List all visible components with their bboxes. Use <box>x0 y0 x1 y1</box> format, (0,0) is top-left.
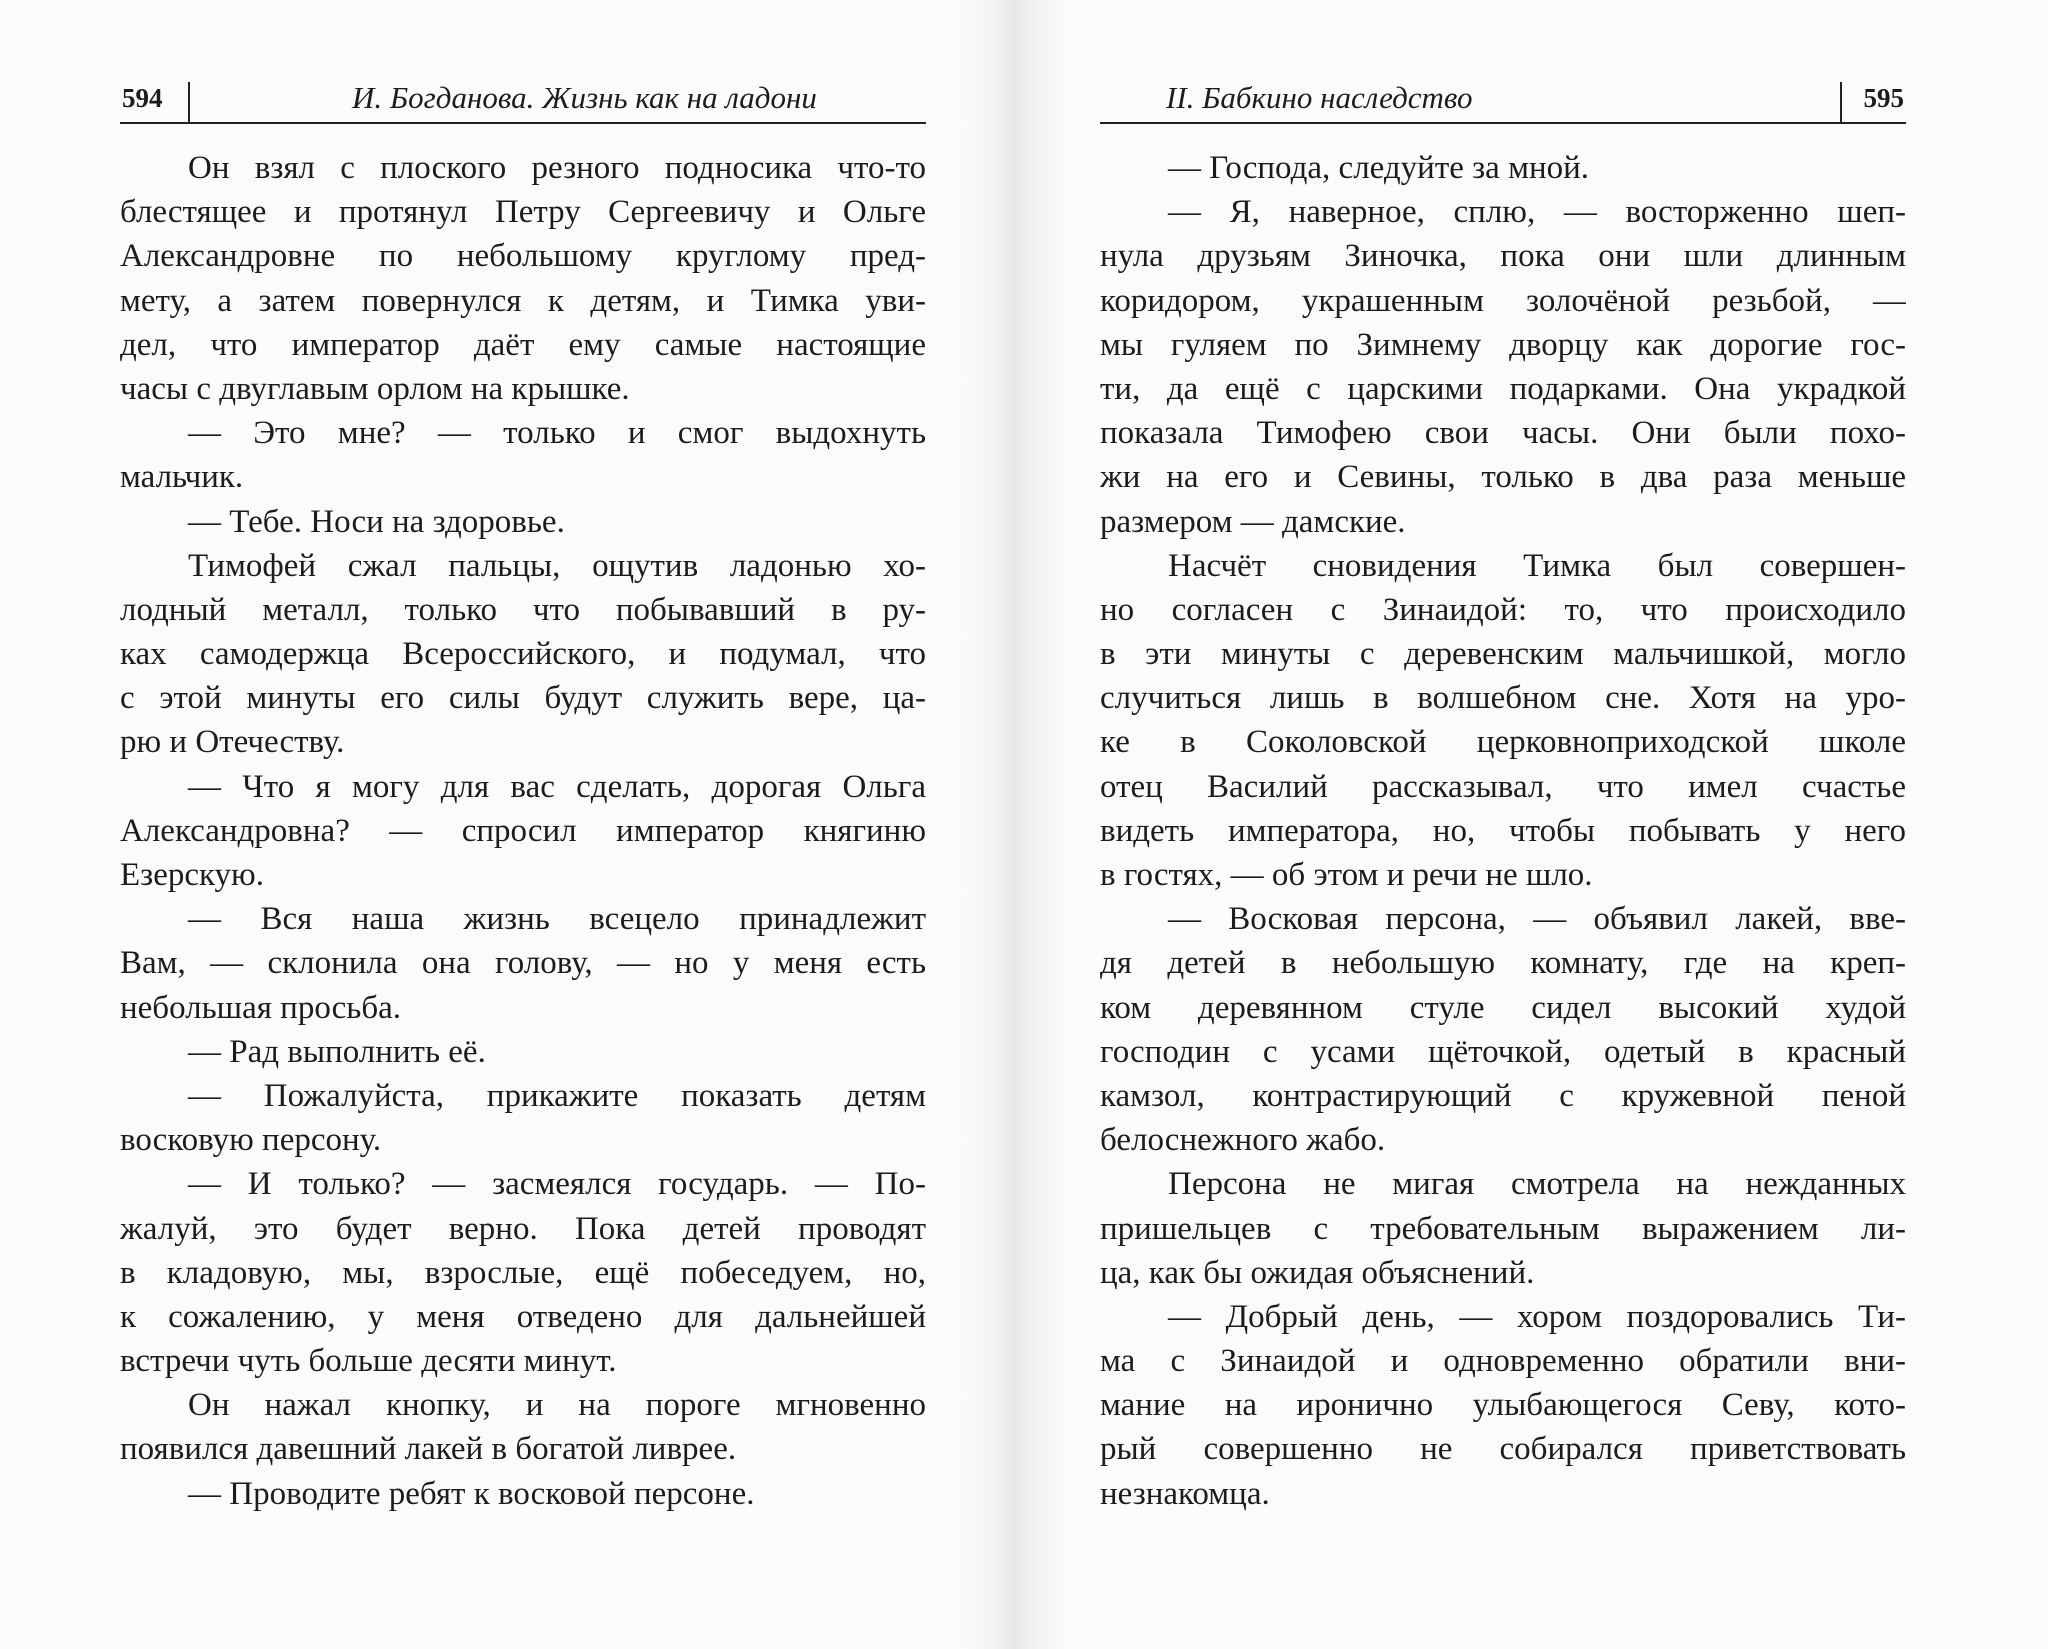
text-line: Насчёт сновидения Тимка был совершен- <box>1168 547 1906 584</box>
right-page-header <box>1100 78 1906 124</box>
right-page-text <box>1100 146 1906 1516</box>
left-page <box>120 0 926 1649</box>
text-line: — Рад выполнить её. <box>188 1033 486 1070</box>
text-line: камзол, контрастирующий с кружевной пеной <box>1100 1077 1906 1114</box>
text-line: ках самодержца Всероссийского, и подумал, что <box>120 636 926 673</box>
text-line: — Восковая персона, — объявил лакей, вве- <box>1168 901 1906 938</box>
page-number: 594 <box>122 83 163 113</box>
header-separator <box>1840 82 1842 122</box>
text-line: господин с усами щёточкой, одетый в красный <box>1100 1033 1906 1070</box>
text-line: мету, а затем повернулся к детям, и Тимка уви- <box>120 282 926 319</box>
text-line: белоснежного жабо. <box>1100 1122 1386 1159</box>
text-line: небольшая просьба. <box>120 989 402 1026</box>
text-line: — И только? — засмеялся государь. — По- <box>188 1166 926 1203</box>
text-line: Александровна? — спросил император княгиню <box>120 812 926 849</box>
text-line: нула друзьям Зиночка, пока они шли длинным <box>1100 238 1906 275</box>
text-line: появился давешний лакей в богатой ливрее. <box>120 1431 737 1468</box>
running-head: И. Богданова. Жизнь как на ладони <box>352 80 817 115</box>
text-line: Он взял с плоского резного подносика что-то <box>188 150 926 186</box>
text-line: рый совершенно не собирался приветствовать <box>1100 1431 1906 1468</box>
text-line: встречи чуть больше десяти минут. <box>120 1343 617 1380</box>
text-line: коридором, украшенным золочёной резьбой, — <box>1100 282 1906 319</box>
text-line: — Вся наша жизнь всецело принадлежит <box>188 901 926 938</box>
text-line: в кладовую, мы, взрослые, ещё побеседуем, но, <box>120 1254 926 1291</box>
text-line: незнакомца. <box>1100 1475 1270 1512</box>
text-line: к сожалению, у меня отведено для дальнейшей <box>120 1298 926 1335</box>
text-line: — Господа, следуйте за мной. <box>1168 150 1590 186</box>
running-head: II. Бабкино наследство <box>1166 80 1473 115</box>
page-number: 595 <box>1863 83 1904 113</box>
text-line: Вам, — склонила она голову, — но у меня есть <box>120 945 926 982</box>
left-page-header <box>120 78 926 124</box>
text-line: часы с двуглавым орлом на крышке. <box>120 370 630 407</box>
left-page-text <box>120 146 926 1516</box>
text-line: Тимофей сжал пальцы, ощутив ладонью хо- <box>188 547 926 584</box>
text-line: Александровне по небольшому круглому пред- <box>120 238 926 275</box>
text-line: в гостях, — об этом и речи не шло. <box>1100 857 1593 893</box>
text-line: мы гуляем по Зимнему дворцу как дорогие гос- <box>1100 326 1906 363</box>
text-line: — Что я могу для вас сделать, дорогая Ольга <box>188 768 926 805</box>
header-separator <box>188 82 190 122</box>
text-line: — Тебе. Носи на здоровье. <box>188 503 565 540</box>
text-line: ке в Соколовской церковноприходской школе <box>1100 724 1906 761</box>
text-line: в эти минуты с деревенским мальчишкой, могло <box>1100 636 1906 673</box>
text-line: ма с Зинаидой и одновременно обратили вни- <box>1100 1343 1906 1380</box>
text-line: пришельцев с требовательным выражением ли- <box>1100 1210 1906 1247</box>
text-line: блестящее и протянул Петру Сергеевичу и Ольге <box>120 194 926 231</box>
text-line: случиться лишь в волшебном сне. Хотя на уро- <box>1100 680 1906 717</box>
text-line: ти, да ещё с царскими подарками. Она украдкой <box>1100 370 1906 407</box>
text-line: но согласен с Зинаидой: то, что происходило <box>1100 591 1906 628</box>
text-line: — Добрый день, — хором поздоровались Ти- <box>1168 1298 1906 1335</box>
text-line: с этой минуты его силы будут служить вере, ца- <box>120 680 926 717</box>
book-gutter <box>960 0 1070 1649</box>
text-line: — Проводите ребят к восковой персоне. <box>188 1475 755 1512</box>
text-line: Езерскую. <box>120 857 264 893</box>
text-line: ца, как бы ожидая объяснений. <box>1100 1254 1535 1291</box>
text-line: ком деревянном стуле сидел высокий худой <box>1100 989 1906 1026</box>
text-line: размером — дамские. <box>1100 503 1406 540</box>
text-line: отец Василий рассказывал, что имел счастье <box>1100 768 1906 805</box>
text-line: Персона не мигая смотрела на нежданных <box>1168 1166 1906 1203</box>
text-line: видеть императора, но, чтобы побывать у него <box>1100 812 1906 849</box>
text-line: жи на его и Севины, только в два раза меньше <box>1100 459 1906 496</box>
text-line: — Я, наверное, сплю, — восторженно шеп- <box>1168 194 1906 231</box>
text-line: лодный металл, только что побывавший в ру- <box>120 591 926 628</box>
text-line: — Пожалуйста, прикажите показать детям <box>188 1077 926 1114</box>
text-line: — Это мне? — только и смог выдохнуть <box>188 415 926 452</box>
text-line: рю и Отечеству. <box>120 724 345 761</box>
text-line: восковую персону. <box>120 1122 382 1159</box>
text-line: дел, что император даёт ему самые настоящие <box>120 326 926 363</box>
right-page <box>1100 0 1906 1649</box>
text-line: мание на иронично улыбающегося Севу, кото- <box>1100 1387 1906 1424</box>
text-line: дя детей в небольшую комнату, где на креп- <box>1100 945 1906 982</box>
text-line: показала Тимофею свои часы. Они были похо- <box>1100 415 1906 452</box>
text-line: Он нажал кнопку, и на пороге мгновенно <box>188 1387 926 1424</box>
text-line: мальчик. <box>120 459 244 496</box>
text-line: жалуй, это будет верно. Пока детей проводят <box>120 1210 926 1247</box>
